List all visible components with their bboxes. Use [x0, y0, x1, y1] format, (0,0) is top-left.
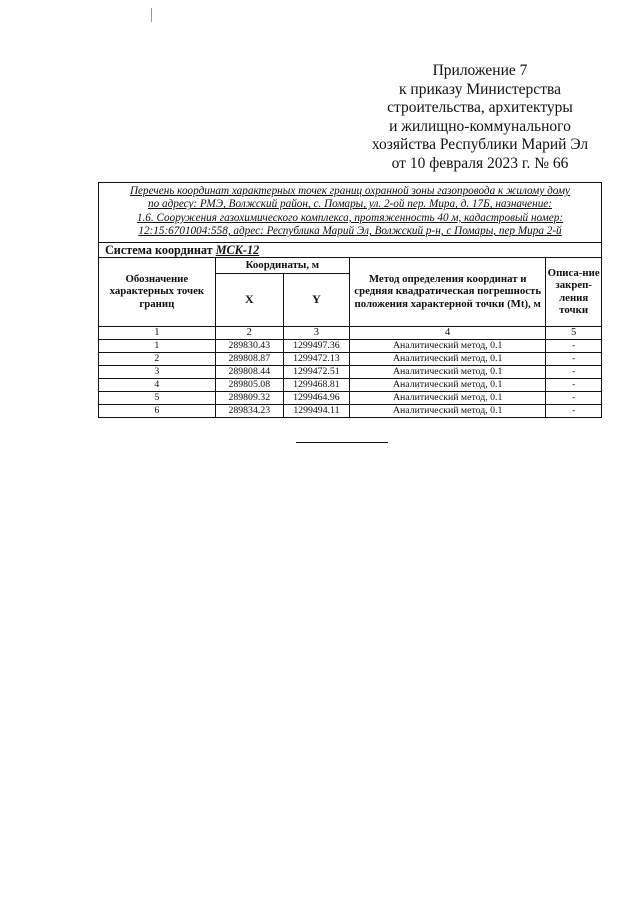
- appendix-line: строительства, архитектуры: [387, 99, 573, 117]
- cell-point: 2: [99, 352, 215, 365]
- coordinate-system-name: МСК-12: [215, 242, 260, 257]
- coordinate-system-label: Система координат: [105, 242, 213, 257]
- caption-line: Перечень координат характерных точек границ охранной зоны газопровода к жилому дому: [129, 185, 571, 197]
- coordinates-table: [99, 258, 601, 417]
- column-number: 3: [283, 326, 349, 339]
- table-row: [99, 404, 601, 417]
- cell-method: Аналитический метод, 0.1: [349, 378, 545, 391]
- cell-fixing: -: [546, 352, 601, 365]
- header-point: Обозначение характерных точек границ: [99, 258, 215, 327]
- cell-fixing: -: [546, 391, 601, 404]
- table-row: [99, 391, 601, 404]
- table-row: [99, 339, 601, 352]
- header-method: Метод определения координат и средняя квадратическая погрешность положения характерной точки (Mt), м: [349, 258, 545, 327]
- column-number: 4: [349, 326, 545, 339]
- header-coordinates: Координаты, м: [215, 258, 349, 274]
- coordinates-document-frame: [98, 182, 602, 418]
- cell-y: 1299497.36: [283, 339, 349, 352]
- cell-point: 3: [99, 365, 215, 378]
- appendix-header: [350, 62, 610, 174]
- table-row: [99, 378, 601, 391]
- cell-fixing: -: [546, 365, 601, 378]
- table-row: [99, 365, 601, 378]
- column-number: 2: [215, 326, 283, 339]
- header-y: Y: [283, 273, 349, 326]
- header-x: X: [215, 273, 283, 326]
- cell-x: 289808.87: [215, 352, 283, 365]
- cell-x: 289808.44: [215, 365, 283, 378]
- cell-method: Аналитический метод, 0.1: [349, 339, 545, 352]
- column-number-row: [99, 326, 601, 339]
- closing-rule: [296, 442, 388, 443]
- table-caption: [99, 183, 601, 243]
- cell-point: 1: [99, 339, 215, 352]
- cell-fixing: -: [546, 378, 601, 391]
- appendix-line: к приказу Министерства: [399, 80, 561, 98]
- cell-y: 1299468.81: [283, 378, 349, 391]
- cell-method: Аналитический метод, 0.1: [349, 404, 545, 417]
- cell-x: 289809.32: [215, 391, 283, 404]
- cell-x: 289834.23: [215, 404, 283, 417]
- scan-artifact-mark: [151, 8, 152, 22]
- cell-point: 4: [99, 378, 215, 391]
- cell-x: 289830.43: [215, 339, 283, 352]
- cell-y: 1299464.96: [283, 391, 349, 404]
- caption-line: по адресу: РМЭ, Волжский район, с. Помары, ул. 2-ой пер. Мира, д. 17Б, назначение:: [148, 198, 552, 211]
- coordinate-system-row: [99, 243, 601, 258]
- cell-method: Аналитический метод, 0.1: [349, 365, 545, 378]
- cell-fixing: -: [546, 404, 601, 417]
- cell-method: Аналитический метод, 0.1: [349, 391, 545, 404]
- cell-y: 1299472.51: [283, 365, 349, 378]
- caption-line: 12:15:6701004:558, адрес: Республика Марий Эл, Волжский р-н, с Помары, пер Мира 2-й: [138, 225, 562, 238]
- appendix-line: от 10 февраля 2023 г. № 66: [391, 154, 569, 172]
- appendix-line: Приложение 7: [432, 62, 528, 79]
- appendix-line: хозяйства Республики Марий Эл: [371, 136, 589, 154]
- column-number: 5: [546, 326, 601, 339]
- appendix-line: и жилищно-коммунального: [389, 117, 571, 135]
- cell-method: Аналитический метод, 0.1: [349, 352, 545, 365]
- cell-x: 289805.08: [215, 378, 283, 391]
- cell-y: 1299494.11: [283, 404, 349, 417]
- cell-point: 6: [99, 404, 215, 417]
- cell-y: 1299472.13: [283, 352, 349, 365]
- cell-point: 5: [99, 391, 215, 404]
- caption-line: 1.6. Сооружения газохимического комплекса, протяженность 40 м, кадастровый номер:: [136, 211, 564, 224]
- column-number: 1: [99, 326, 215, 339]
- table-row: [99, 352, 601, 365]
- header-fixing: Описа-ние закреп-ления точки: [546, 258, 601, 327]
- cell-fixing: -: [546, 339, 601, 352]
